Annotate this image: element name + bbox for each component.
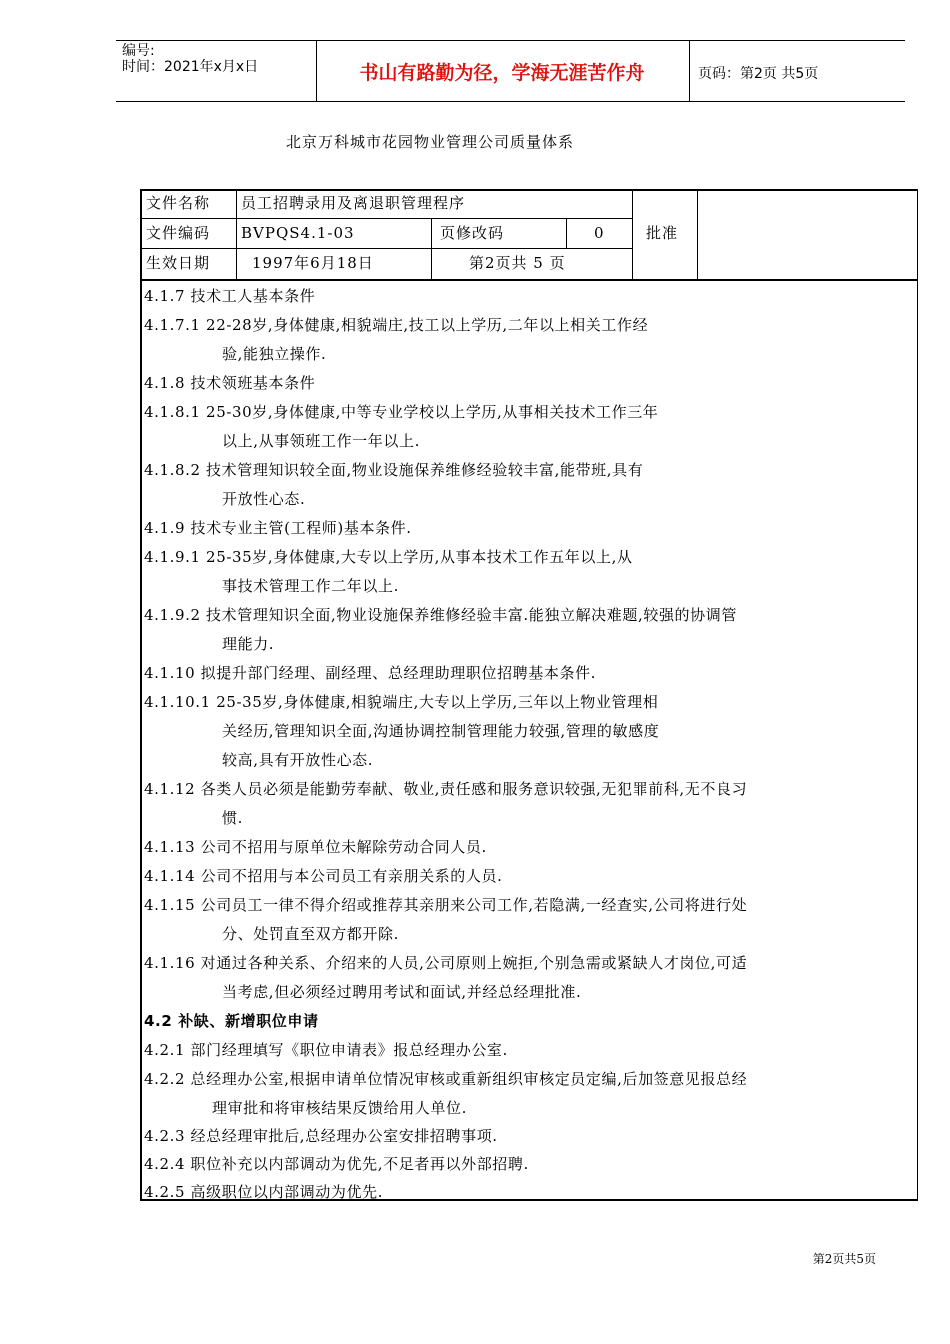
effective-date-value: 1997年6月18日	[252, 254, 374, 272]
page-header	[116, 40, 905, 102]
file-code-value: BVPQS4.1-03	[241, 224, 355, 242]
section-heading: 4.2 补缺、新增职位申请	[144, 1012, 319, 1030]
body-line: 当考虑,但必须经过聘用考试和面试,并经总经理批准.	[222, 983, 582, 1001]
table-line	[236, 189, 237, 279]
body-line: 分、处罚直至双方都开除.	[222, 925, 399, 943]
body-line: 4.1.10.1 25-35岁,身体健康,相貌端庄,大专以上学历,三年以上物业管理相	[144, 693, 659, 711]
body-line: 4.1.13 公司不招用与原单位未解除劳动合同人员.	[144, 838, 487, 856]
body-line: 验,能独立操作.	[222, 345, 327, 363]
body-line: 4.2.5 高级职位以内部调动为优先.	[144, 1183, 384, 1201]
body-line: 事技术管理工作二年以上.	[222, 577, 399, 595]
header-page-info: 页码：第2页 共5页	[698, 66, 819, 82]
document-title: 北京万科城市花园物业管理公司质量体系	[285, 133, 574, 151]
revision-label: 页修改码	[440, 224, 505, 242]
body-line: 4.2.1 部门经理填写《职位申请表》报总经理办公室.	[144, 1041, 508, 1059]
header-meta	[122, 43, 258, 75]
body-line: 4.1.8 技术领班基本条件	[144, 374, 316, 392]
body-line: 理能力.	[222, 635, 275, 653]
body-line: 4.1.10 拟提升部门经理、副经理、总经理助理职位招聘基本条件.	[144, 664, 597, 682]
body-line: 4.1.8.1 25-30岁,身体健康,中等专业学校以上学历,从事相关技术工作三年	[144, 403, 659, 421]
body-line: 4.1.7.1 22-28岁,身体健康,相貌端庄,技工以上学历,二年以上相关工作经	[144, 316, 649, 334]
table-line	[431, 218, 432, 279]
body-line: 较高,具有开放性心态.	[222, 751, 374, 769]
table-line	[140, 279, 918, 281]
effective-date-label: 生效日期	[146, 254, 211, 272]
header-motto: 书山有路勤为径，学海无涯苦作舟	[359, 62, 645, 84]
file-name-value: 员工招聘录用及离退职管理程序	[241, 194, 466, 212]
body-line: 4.1.9.2 技术管理知识全面,物业设施保养维修经验丰富.能独立解决难题,较强的协调管	[144, 606, 737, 624]
page-footer: 第2页共5页	[812, 1252, 876, 1266]
body-line: 4.1.9.1 25-35岁,身体健康,大专以上学历,从事本技术工作五年以上,从	[144, 548, 633, 566]
table-line	[140, 218, 633, 219]
body-line: 4.1.16 对通过各种关系、介绍来的人员,公司原则上婉拒,个别急需或紧缺人才岗位,可适	[144, 954, 748, 972]
body-line: 4.1.7 技术工人基本条件	[144, 287, 316, 305]
body-line: 4.1.14 公司不招用与本公司员工有亲朋关系的人员.	[144, 867, 503, 885]
table-line	[697, 189, 698, 279]
body-line: 4.2.2 总经理办公室,根据申请单位情况审核或重新组织审核定员定编,后加签意见报总经	[144, 1070, 748, 1088]
file-name-label: 文件名称	[146, 194, 211, 212]
body-line: 理审批和将审核结果反馈给用人单位.	[212, 1099, 467, 1117]
body-line: 4.1.8.2 技术管理知识较全面,物业设施保养维修经验较丰富,能带班,具有	[144, 461, 644, 479]
body-line: 以上,从事领班工作一年以上.	[222, 432, 420, 450]
number-label: 编号:	[122, 43, 155, 59]
revision-value: 0	[594, 224, 605, 242]
page-count-value: 第2页共 5 页	[469, 254, 566, 272]
header-divider	[689, 41, 690, 101]
body-line: 4.1.15 公司员工一律不得介绍或推荐其亲朋来公司工作,若隐满,一经查实,公司将进行处	[144, 896, 748, 914]
body-line: 惯.	[222, 809, 243, 827]
body-line: 开放性心态.	[222, 490, 306, 508]
body-line: 4.2.4 职位补充以内部调动为优先,不足者再以外部招聘.	[144, 1155, 529, 1173]
body-line: 4.2.3 经总经理审批后,总经理办公室安排招聘事项.	[144, 1127, 498, 1145]
body-line: 4.1.12 各类人员必须是能勤劳奉献、敬业,责任感和服务意识较强,无犯罪前科,无不良习	[144, 780, 748, 798]
time-label: 时间：2021年x月x日	[122, 59, 259, 75]
body-line: 4.1.9 技术专业主管(工程师)基本条件.	[144, 519, 412, 537]
table-line	[566, 218, 567, 248]
approve-label: 批准	[646, 224, 679, 242]
table-line	[632, 189, 633, 279]
file-code-label: 文件编码	[146, 224, 211, 242]
body-line: 关经历,管理知识全面,沟通协调控制管理能力较强,管理的敏感度	[222, 722, 660, 740]
